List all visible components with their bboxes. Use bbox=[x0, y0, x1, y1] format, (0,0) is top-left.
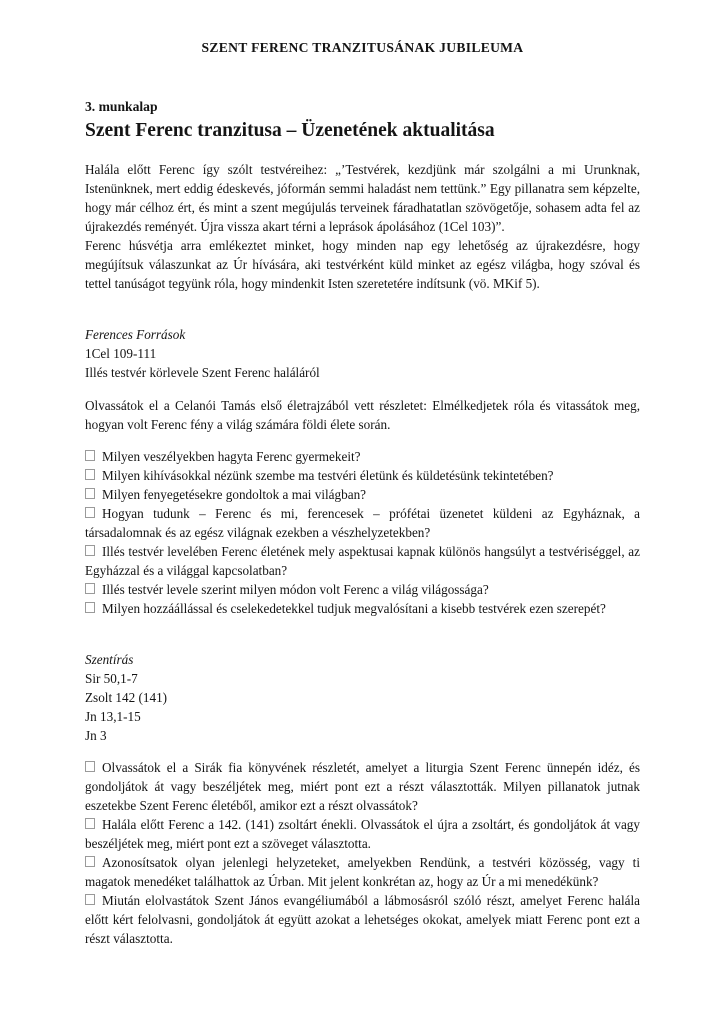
page-title: Szent Ferenc tranzitusa – Üzenetének aktualitása bbox=[85, 120, 495, 141]
question-text: Hogyan tudunk – Ferenc és mi, ferencesek – prófétai üzenetet küldeni az Egyháznak, a társadalomnak és az egész világnak ezekben a vészhelyzetekben? bbox=[85, 506, 640, 540]
question-item bbox=[85, 542, 640, 580]
question-text: Miután elolvastátok Szent János evangéliumából a lábmosásról szóló részt, amelyet Ferenc halála előtt kért felolvasni, gondoljátok át együtt azokat a lehetséges okokat, amelyek miatt Ferenc pont ezt a részt választotta. bbox=[85, 893, 640, 946]
intro-paragraph: Halála előtt Ferenc így szólt testvéreihez: „’Testvérek, kezdjünk már szolgálni a mi Urunknak, Istenünknek, mert eddig édeskevés, jóformán semmi haladást nem tettünk.” Egy pillanatra sem képzelte, hogy már célhoz ért, és mint a szent megújulás terveinek fáradhatatlan szövögetője, sohasem adta fel az újrakezdés reményét. Újra vissza akart térni a leprások ápolásához (1Cel 103)”. bbox=[85, 162, 640, 234]
intro-block bbox=[85, 160, 640, 293]
section-intro: Olvassátok el a Celanói Tamás első életrajzából vett részletet: Elmélkedjetek róla és vitassátok meg, hogyan volt Ferenc fény a világ számára földi élete során. bbox=[85, 398, 640, 432]
checkbox-icon bbox=[85, 894, 95, 905]
section-heading: Szentírás bbox=[85, 652, 134, 667]
title-block bbox=[85, 97, 640, 144]
checkbox-icon bbox=[85, 761, 95, 772]
question-text: Azonosítsatok olyan jelenlegi helyzeteket, amelyekben Rendünk, a testvéri közösség, vagy ti magatok menedéket találhattok az Úrban. Mit jelent konkrétan az, hogy az Úr a mi menedékünk? bbox=[85, 855, 640, 889]
question-item bbox=[85, 891, 640, 948]
question-item bbox=[85, 447, 640, 466]
reference-line: 1Cel 109-111 bbox=[85, 346, 157, 361]
question-text: Milyen veszélyekben hagyta Ferenc gyermekeit? bbox=[102, 449, 361, 464]
reference-line: Zsolt 142 (141) bbox=[85, 690, 168, 705]
section-heading: Ferences Források bbox=[85, 327, 186, 342]
section-ferences-forrasok bbox=[85, 325, 640, 618]
document-header: SZENT FERENC TRANZITUSÁNAK JUBILEUMA bbox=[201, 40, 524, 55]
question-item bbox=[85, 599, 640, 618]
question-item bbox=[85, 815, 640, 853]
question-text: Milyen hozzáállással és cselekedetekkel tudjuk megvalósítani a kisebb testvérek ezen szerepét? bbox=[102, 601, 606, 616]
reference-line: Jn 3 bbox=[85, 728, 107, 743]
question-item bbox=[85, 580, 640, 599]
checkbox-icon bbox=[85, 488, 95, 499]
question-item bbox=[85, 758, 640, 815]
checkbox-icon bbox=[85, 469, 95, 480]
question-text: Halála előtt Ferenc a 142. (141) zsoltárt énekli. Olvassátok el újra a zsoltárt, és gondoljátok át vagy beszéljétek meg, miért pont ezt a szöveget választotta. bbox=[85, 817, 640, 851]
intro-paragraph: Ferenc húsvétja arra emlékeztet minket, hogy minden nap egy lehetőség az újrakezdésre, hogy megújítsuk válaszunkat az Úr hívására, aki testvérként küld minket az egész világba, hogy szóval és tettel tanúságot tegyünk róla, hogy mindenkit Isten szeretetére indítsunk (vö. MKif 5). bbox=[85, 238, 640, 291]
checkbox-icon bbox=[85, 856, 95, 867]
question-text: Milyen kihívásokkal nézünk szembe ma testvéri életünk és küldetésünk tekintetében? bbox=[102, 468, 554, 483]
question-list bbox=[85, 447, 640, 618]
question-text: Milyen fenyegetésekre gondoltok a mai világban? bbox=[102, 487, 367, 502]
worksheet-label: 3. munkalap bbox=[85, 99, 158, 114]
reference-line: Sir 50,1-7 bbox=[85, 671, 138, 686]
question-text: Olvassátok el a Sirák fia könyvének részletét, amelyet a liturgia Szent Ferenc ünnepén idéz, és gondoljátok át vagy beszéljétek meg, miért pont ezt a részt választották. Milyen pillanatok jutnak eszetekbe Szent Ferenc életéből, amikor ezt a részt olvassátok? bbox=[85, 760, 640, 813]
checkbox-icon bbox=[85, 818, 95, 829]
question-item bbox=[85, 485, 640, 504]
section-szentiras bbox=[85, 650, 640, 948]
question-list bbox=[85, 758, 640, 948]
checkbox-icon bbox=[85, 545, 95, 556]
checkbox-icon bbox=[85, 602, 95, 613]
question-item bbox=[85, 853, 640, 891]
question-item bbox=[85, 504, 640, 542]
question-text: Illés testvér levele szerint milyen módon volt Ferenc a világ világossága? bbox=[102, 582, 489, 597]
reference-line: Jn 13,1-15 bbox=[85, 709, 141, 724]
checkbox-icon bbox=[85, 507, 95, 518]
checkbox-icon bbox=[85, 583, 95, 594]
question-text: Illés testvér levelében Ferenc életének mely aspektusai kapnak különös hangsúlyt a testvériséggel, az Egyházzal és a világgal kapcsolatban? bbox=[85, 544, 640, 578]
question-item bbox=[85, 466, 640, 485]
checkbox-icon bbox=[85, 450, 95, 461]
reference-line: Illés testvér körlevele Szent Ferenc haláláról bbox=[85, 365, 320, 380]
